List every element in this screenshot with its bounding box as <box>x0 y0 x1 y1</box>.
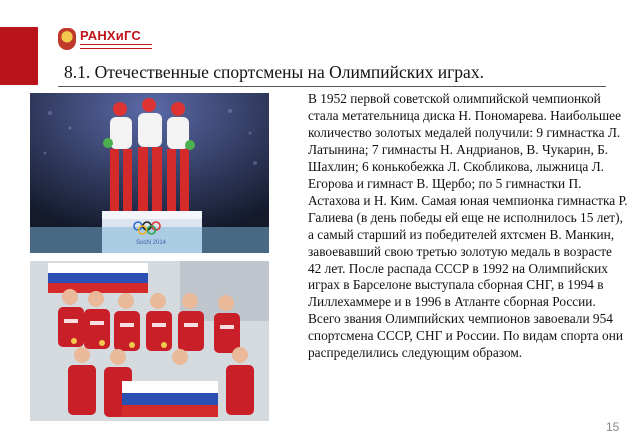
podium-illustration <box>30 93 269 253</box>
podium-caption: Sochi 2014 <box>135 240 167 246</box>
page-number: 15 <box>606 420 620 434</box>
slide-title: 8.1. Отечественные спортсмены на Олимпийских играх. <box>64 62 484 82</box>
slide-body-text: В 1952 первой советской олимпийской чемпионкой стала метательница диска Н. Пономарева. Наибольшее количество золотых медалей получили: 9 гимнастка Л. Латынина; 7 гимнасты Н. Андрианов, В. Чукарин, Б. Шахлин; 6 конькобежка Л. Скобликова, лыжница Л. Егорова и гимнаст В. Щербо; по 5 гимнастки П. Астахова и Н. Ким. Самая юная чемпионка гимнастка Р. Галиева (в день победы ей еще не исполнилось 15 лет), а самый старший из победителей яхтсмен В. Манкин, завоевавший свою третью золотую медаль в возрасте 42 лет. После распада СССР в 1992 на Олимпийских играх в Барселоне выступала сборная СНГ, в 1994 в Лиллехаммере и в 1996 в Атланте сборная России. Всего звания Олимпийских чемпионов завоевали 954 спортсмена СССР, СНГ и России. По видам спорта они распределились следующим образом. <box>308 91 628 361</box>
title-divider <box>58 86 606 87</box>
accent-bar <box>0 27 38 85</box>
logo-underline <box>80 44 152 49</box>
ranepa-logo <box>58 26 152 52</box>
team-illustration <box>30 261 269 421</box>
podium-photo <box>30 93 269 253</box>
logo-text: РАНХиГС <box>80 28 141 43</box>
ranepa-crest-icon <box>58 28 76 50</box>
team-photo <box>30 261 269 421</box>
